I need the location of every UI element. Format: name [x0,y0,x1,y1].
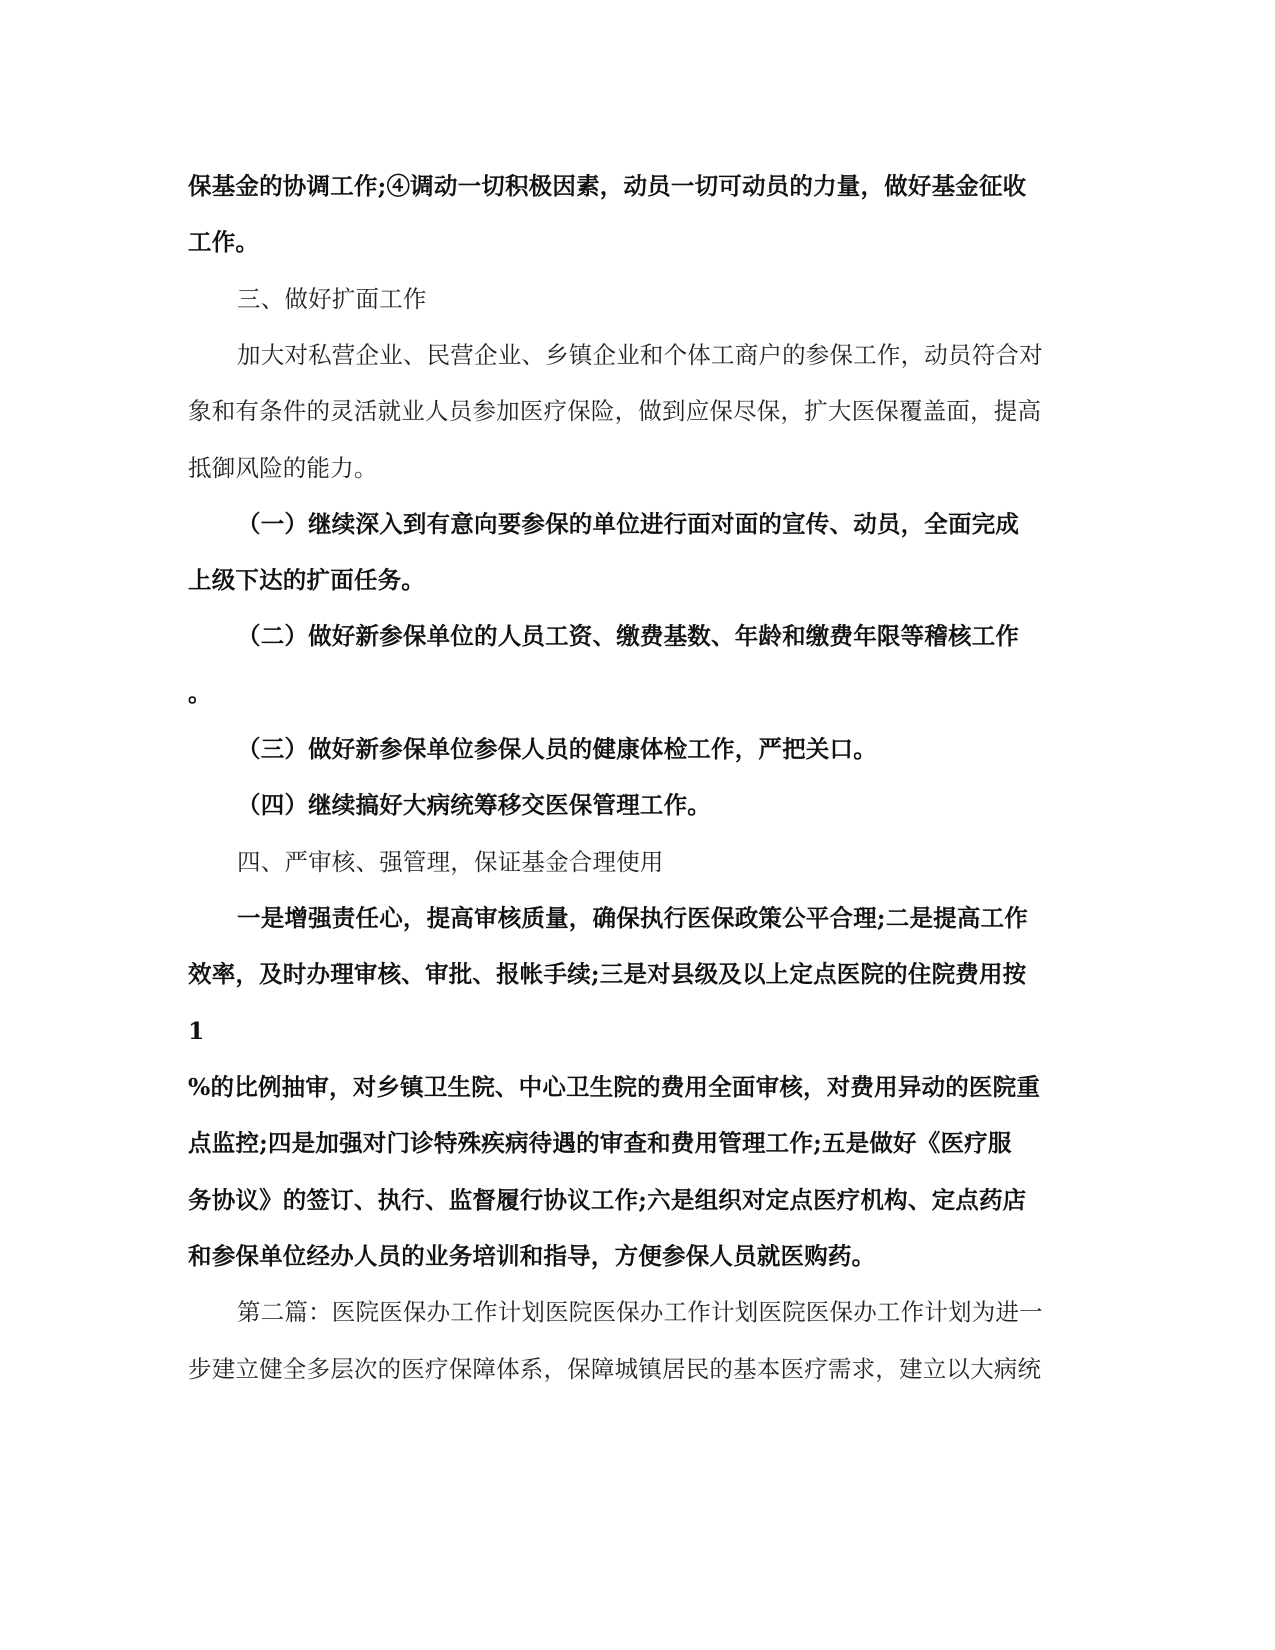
text-line: 工作。 [188,228,260,256]
text-line: 加大对私营企业、民营企业、乡镇企业和个体工商户的参保工作，动员符合对 [237,341,1043,369]
text-line: 。 [188,679,212,707]
text-line: 点监控;四是加强对门诊特殊疾病待遇的审查和费用管理工作;五是做好《医疗服 [188,1129,1012,1157]
text-line: 一是增强责任心，提高审核质量，确保执行医保政策公平合理;二是提高工作 [237,904,1028,932]
text-line: 务协议》的签订、执行、监督履行协议工作;六是组织对定点医疗机构、定点药店 [188,1186,1027,1214]
text-line: 1 [188,1017,205,1045]
text-line: 效率，及时办理审核、审批、报帐手续;三是对县级及以上定点医院的住院费用按 [188,960,1027,988]
list-item: （一）继续深入到有意向要参保的单位进行面对面的宣传、动员，全面完成 [237,510,1020,538]
section-heading: 三、做好扩面工作 [237,285,427,313]
text-line: 保基金的协调工作;④调动一切积极因素，动员一切可动员的力量，做好基金征收 [188,172,1027,200]
list-item: （二）做好新参保单位的人员工资、缴费基数、年龄和缴费年限等稽核工作 [237,622,1020,650]
text-line: 抵御风险的能力。 [188,454,378,482]
text-line: 上级下达的扩面任务。 [188,566,425,594]
text-line: 象和有条件的灵活就业人员参加医疗保险，做到应保尽保，扩大医保覆盖面，提高 [188,397,1042,425]
text-line: 步建立健全多层次的医疗保障体系，保障城镇居民的基本医疗需求，建立以大病统 [188,1355,1042,1383]
text-line: 第二篇：医院医保办工作计划医院医保办工作计划医院医保办工作计划为进一 [237,1298,1043,1326]
list-item: （三）做好新参保单位参保人员的健康体检工作，严把关口。 [237,735,877,763]
section-heading: 四、严审核、强管理，保证基金合理使用 [237,848,664,876]
text-line: 和参保单位经办人员的业务培训和指导，方便参保人员就医购药。 [188,1242,876,1270]
text-line: %的比例抽审，对乡镇卫生院、中心卫生院的费用全面审核，对费用异动的医院重 [188,1073,1041,1101]
list-item: （四）继续搞好大病统筹移交医保管理工作。 [237,791,711,819]
